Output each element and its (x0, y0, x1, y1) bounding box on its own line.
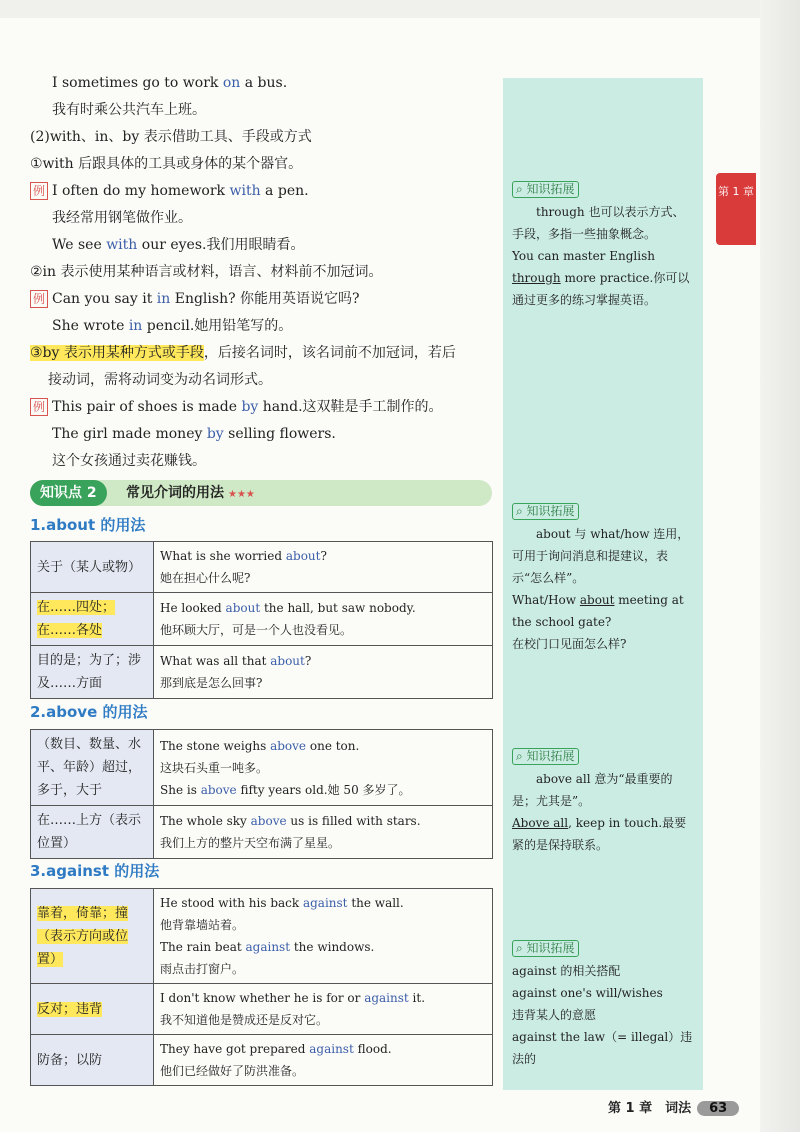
example-sentence: 那到底是怎么回事? (160, 676, 263, 690)
section-title-about: 1.about 的用法 (30, 516, 146, 534)
example-line: 例 I often do my homework with a pen. (30, 178, 500, 205)
page-number: 63 (697, 1101, 739, 1116)
example-sentence: They have got prepared against flood. (160, 1042, 392, 1056)
tip-text: about 与 what/how 连用，可用于询问消息和提建议，表示“怎么样”。 (512, 527, 690, 585)
example-sentence: I don't know whether he is for or against it. (160, 991, 426, 1005)
usage-label: 关于（某人或物） (31, 542, 154, 593)
text-line: 接动词，需将动词变为动名词形式。 (48, 372, 272, 388)
tip-label: ⌕ 知识拓展 (512, 940, 579, 957)
against-table (30, 888, 493, 1086)
tip-text: against one's will/wishes (512, 986, 663, 1000)
tip-translation: 在校门口见面怎么样? (512, 637, 627, 651)
usage-label: 目的是；为了；涉及……方面 (31, 646, 154, 699)
tip-example: What/How about meeting at the school gate? (512, 593, 684, 629)
page-footer (608, 1097, 739, 1116)
usage-examples (154, 984, 493, 1035)
table-row (31, 889, 493, 984)
tip-text: above all 意为“最重要的是；尤其是”。 (512, 772, 673, 808)
table-row (31, 646, 493, 699)
above-table (30, 729, 493, 859)
knowledge-point-tag: 知识点 2 (30, 480, 107, 506)
example-sentence: 他们已经做好了防洪准备。 (160, 1064, 305, 1078)
example-sentence: The whole sky above us is filled with stars. (160, 814, 421, 828)
tip-box (512, 745, 696, 856)
text-line: (2)with、in、by 表示借助工具、手段或方式 (30, 129, 312, 145)
tip-box (512, 937, 696, 1070)
highlight: ③by 表示用某种方式或手段 (30, 345, 204, 361)
tip-box (512, 178, 696, 311)
usage-label: （数目、数量、水平、年龄）超过，多于，大于 (31, 730, 154, 806)
example-sentence: 这块石头重一吨多。 (160, 760, 269, 775)
text-line: ①with 后跟具体的工具或身体的某个器官。 (30, 156, 303, 172)
tip-text: 违背某人的意愿 (512, 1008, 597, 1022)
example-sentence: She is above fifty years old.她 50 多岁了。 (160, 782, 411, 797)
example-sentence: The stone weighs above one ton. (160, 738, 360, 753)
text-line: The girl made money by selling flowers. (52, 426, 336, 442)
section-title-above: 2.above 的用法 (30, 703, 148, 721)
table-row (31, 730, 493, 806)
knowledge-point-title: 常见介词的用法 ★★★ (126, 485, 255, 501)
example-line: 例 Can you say it in English? 你能用英语说它吗? (30, 286, 500, 313)
example-mark-icon: 例 (30, 398, 48, 416)
tip-example: Above all, keep in touch.最要紧的是保持联系。 (512, 816, 687, 852)
tip-label: ⌕ 知识拓展 (512, 181, 579, 198)
knowledge-point-banner (30, 480, 492, 506)
table-row (31, 984, 493, 1035)
text-line: ②in 表示使用某种语言或材料，语言、材料前不加冠词。 (30, 264, 383, 280)
table-row (31, 542, 493, 593)
text-line: I sometimes go to work on a bus. (52, 75, 288, 91)
text-line: ③by 表示用某种方式或手段，后接名词时，该名词前不加冠词，若后 (30, 345, 456, 361)
example-line: 例 This pair of shoes is made by hand.这双鞋是手工制作的。 (30, 394, 500, 421)
text-line: 我经常用钢笔做作业。 (52, 210, 192, 226)
table-row (31, 593, 493, 646)
example-sentence: 我不知道他是赞成还是反对它。 (160, 1013, 329, 1027)
text-line: She wrote in pencil.她用铅笔写的。 (52, 318, 293, 334)
usage-examples (154, 542, 493, 593)
usage-examples (154, 730, 493, 806)
tip-label: ⌕ 知识拓展 (512, 503, 579, 520)
example-sentence: 我们上方的整片天空布满了星星。 (160, 836, 341, 850)
tip-box (512, 500, 696, 655)
footer-chapter: 第 1 章 词法 (608, 1101, 692, 1116)
usage-examples (154, 1035, 493, 1086)
usage-examples (154, 806, 493, 859)
usage-examples (154, 889, 493, 984)
text-line: 这个女孩通过卖花赚钱。 (52, 453, 206, 469)
example-sentence: The rain beat against the windows. (160, 940, 375, 954)
usage-label: 反对；违背 (31, 984, 154, 1035)
example-sentence: 她在担心什么呢? (160, 571, 251, 585)
example-mark-icon: 例 (30, 290, 48, 308)
usage-examples (154, 646, 493, 699)
example-sentence: He looked about the hall, but saw nobody. (160, 601, 416, 615)
table-row (31, 806, 493, 859)
tip-label: ⌕ 知识拓展 (512, 748, 579, 765)
example-mark-icon: 例 (30, 182, 48, 200)
section-title-against: 3.against 的用法 (30, 862, 160, 880)
text-line: We see with our eyes.我们用眼睛看。 (52, 237, 305, 253)
usage-examples (154, 593, 493, 646)
page-right-edge (760, 0, 800, 1132)
about-table (30, 541, 493, 699)
tip-example: You can master English through more practice.你可以通过更多的练习掌握英语。 (512, 249, 690, 307)
example-sentence: What is she worried about? (160, 549, 327, 563)
example-sentence: He stood with his back against the wall. (160, 896, 404, 910)
example-sentence: What was all that about? (160, 654, 312, 668)
usage-label: 在……四处；在……各处 (31, 593, 154, 646)
tip-text: through 也可以表示方式、手段，多指一些抽象概念。 (512, 205, 685, 241)
usage-label: 靠着，倚靠；撞（表示方向或位置） (31, 889, 154, 984)
usage-label: 在……上方（表示位置） (31, 806, 154, 859)
tip-text: against the law（= illegal）违法的 (512, 1030, 693, 1066)
tip-text: against 的相关搭配 (512, 964, 621, 978)
usage-label: 防备；以防 (31, 1035, 154, 1086)
chapter-tab: 第 1 章 (716, 173, 756, 245)
example-sentence: 雨点击打窗户。 (160, 962, 245, 976)
example-sentence: 他背靠墙站着。 (160, 918, 245, 932)
star-rating-icon: ★★★ (228, 489, 255, 500)
main-text (30, 70, 500, 475)
example-sentence: 他环顾大厅，可是一个人也没看见。 (160, 623, 353, 637)
table-row (31, 1035, 493, 1086)
text-line: 我有时乘公共汽车上班。 (52, 102, 206, 118)
page-top-edge (0, 0, 800, 18)
